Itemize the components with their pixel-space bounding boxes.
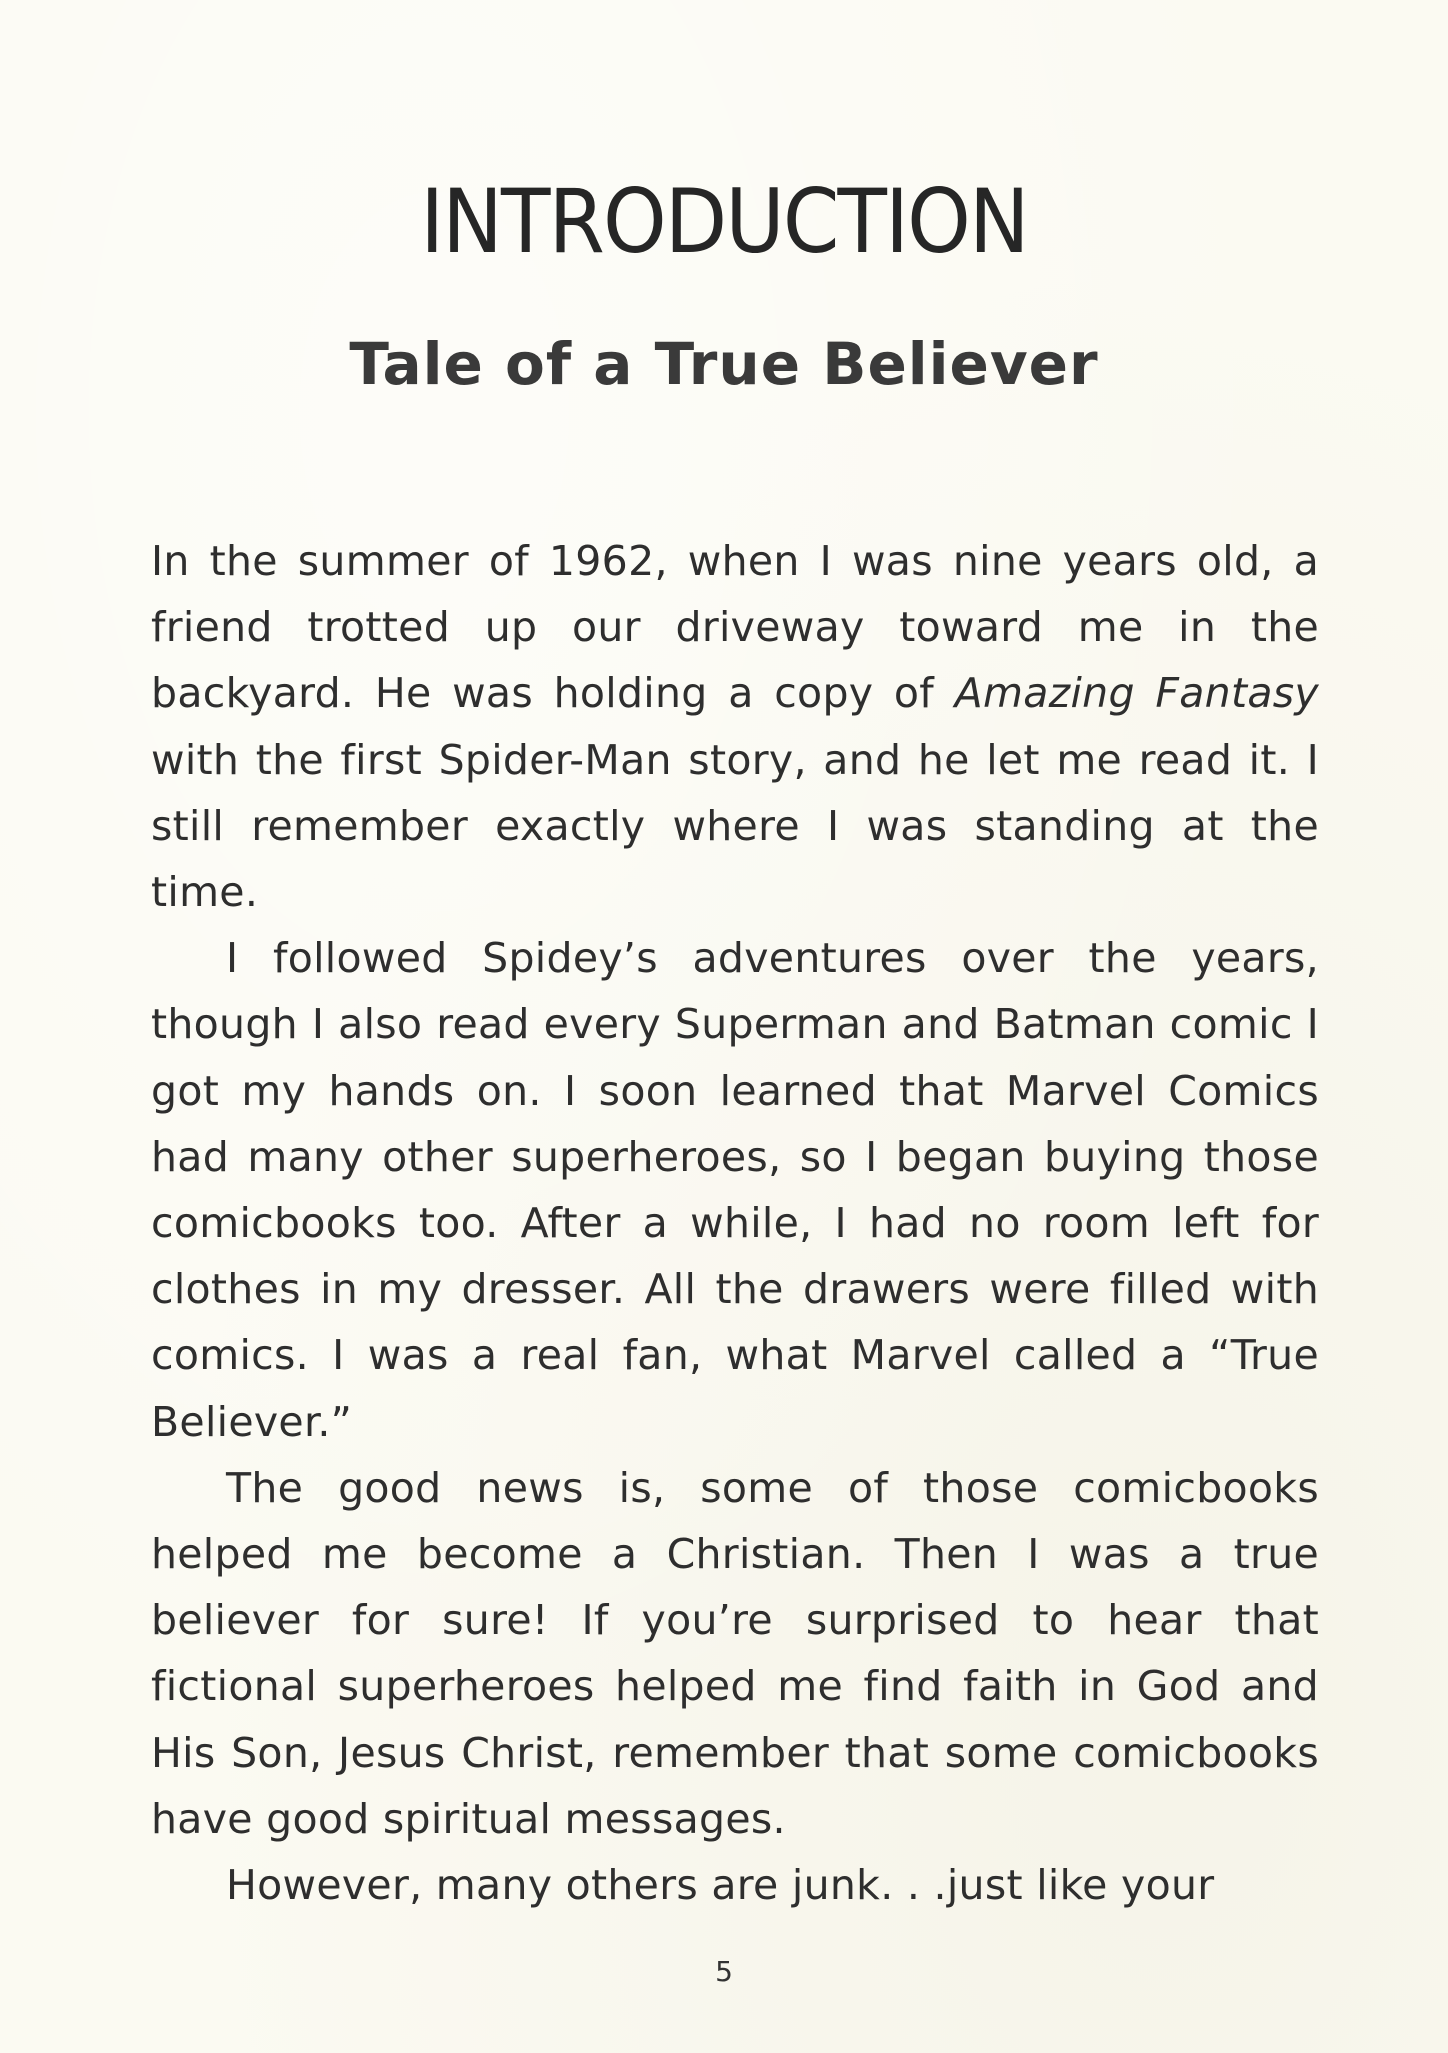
paragraph-1 bbox=[151, 528, 1319, 925]
chapter-subtitle: Tale of a True Believer bbox=[349, 330, 1099, 398]
paragraph-1-text-b: with the first Spider-Man story, and he let me read it. I still remember exactly where I was standing at the time. bbox=[151, 735, 1319, 917]
paragraph-1-text-a: In the summer of 1962, when I was nine years old, a friend trotted up our driveway toward me in the backyard. He was holding a copy of bbox=[151, 537, 1319, 718]
chapter-title: INTRODUCTION bbox=[420, 170, 1028, 273]
page-number: 5 bbox=[715, 1955, 733, 1988]
paragraph-3: The good news is, some of those comicbooks helped me become a Christian. Then I was a true believer for sure! If you’re surprised to hear that fictional superheroes helped me find faith in God and His Son, Jesus Christ, remember that some comicbooks have good spiritual messages. bbox=[151, 1463, 1319, 1843]
body-text bbox=[151, 528, 1319, 1918]
paragraph-4: However, many others are junk. . .just like your bbox=[226, 1861, 1215, 1910]
paragraph-2: I followed Spidey’s adventures over the years, though I also read every Superman and Batman comic I got my hands on. I soon learned that Marvel Comics had many other superheroes, so I began buying those comicbooks too. After a while, I had no room left for clothes in my dresser. All the drawers were filled with comics. I was a real fan, what Marvel called a “True Believer.” bbox=[151, 934, 1319, 1446]
book-title-italic: Amazing Fantasy bbox=[954, 669, 1319, 718]
